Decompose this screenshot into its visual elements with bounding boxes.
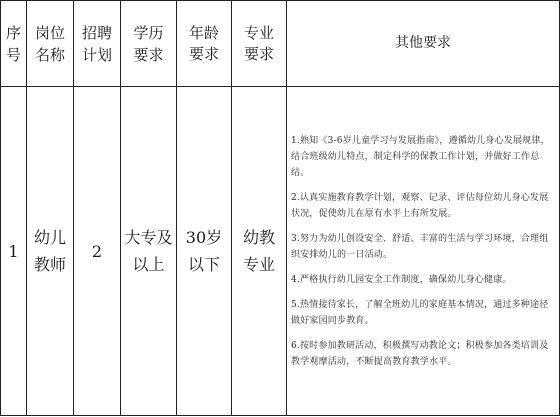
cell-education: 大专及以上 xyxy=(121,87,177,416)
header-seq: 序号 xyxy=(1,1,27,87)
requirement-item: 2.认真实施教育教学计划，观察、记录、评估每位幼儿身心发展状况，促使幼儿在原有水平上有所发展。 xyxy=(291,192,549,219)
cell-other-requirements xyxy=(287,87,560,416)
requirement-item: 5.热情接待家长，了解全班幼儿的家庭基本情况，通过多种途径做好家园同步教育。 xyxy=(291,299,549,326)
cell-plan: 2 xyxy=(74,87,121,416)
cell-seq: 1 xyxy=(1,87,27,416)
header-age: 年龄要求 xyxy=(177,1,232,87)
header-other: 其他要求 xyxy=(287,1,560,87)
header-major: 专业要求 xyxy=(232,1,287,87)
requirement-item: 4.严格执行幼儿园安全工作制度，确保幼儿身心健康。 xyxy=(291,274,512,285)
header-position: 岗位名称 xyxy=(27,1,74,87)
requirement-item: 6.按时参加教研活动，积极撰写动教论文；积极参加各类培训及教学观摩活动，不断提高教育教学水平。 xyxy=(291,340,549,367)
table-row xyxy=(1,87,560,416)
requirement-item: 1.熟知《3-6岁儿童学习与发展指南》，遵循幼儿身心发展规律，结合班级幼儿特点，制定科学的保教工作计划，并做好工作总结。 xyxy=(291,135,550,178)
header-row xyxy=(1,1,560,87)
cell-major: 幼教专业 xyxy=(232,87,287,416)
header-education: 学历要求 xyxy=(121,1,177,87)
cell-position: 幼儿教师 xyxy=(27,87,74,416)
header-plan: 招聘计划 xyxy=(74,1,121,87)
cell-age: 30岁以下 xyxy=(177,87,232,416)
requirement-item: 3.努力为幼儿创设安全、舒适、丰富的生活与学习环境，合理组织安排幼儿的一日活动。 xyxy=(291,233,549,260)
